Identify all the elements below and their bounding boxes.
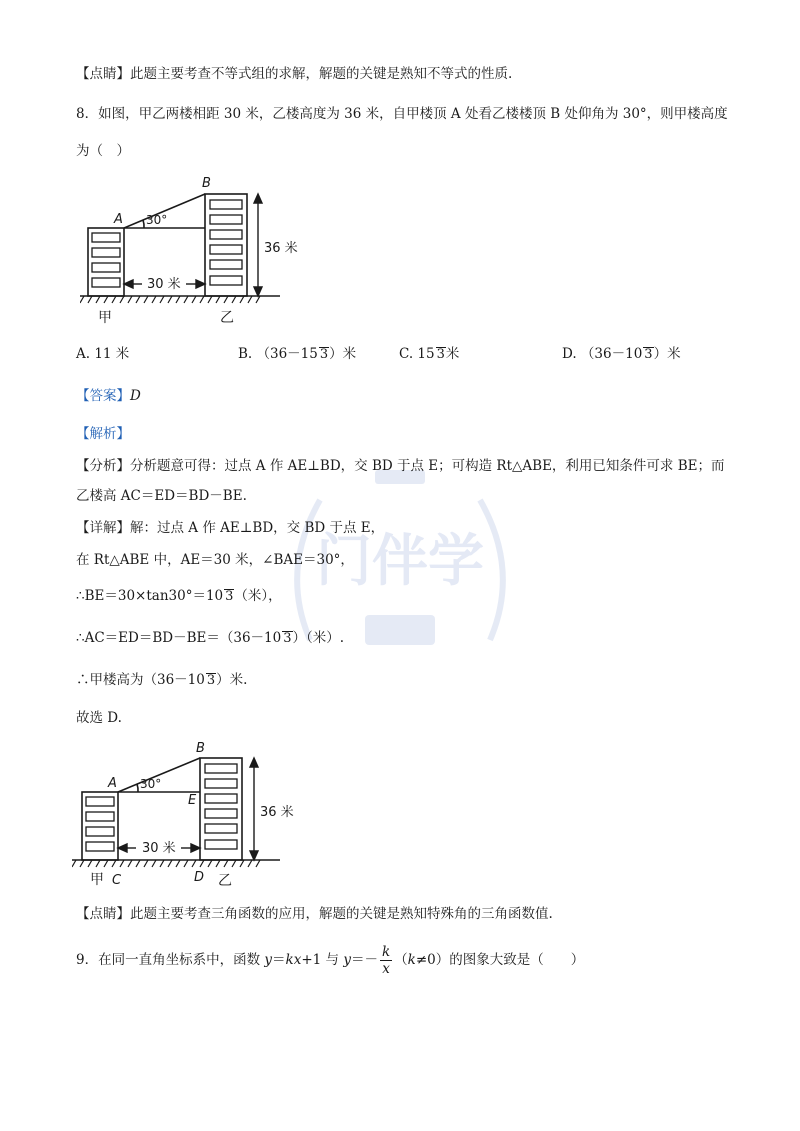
sqrt-3: 3 — [436, 347, 445, 362]
option-c: C. 15 3米 — [399, 346, 460, 362]
label-jia: 甲 — [90, 872, 104, 888]
dianjing-text: 此题主要考查不等式组的求解，解题的关键是熟知不等式的性质. — [130, 66, 513, 82]
step-4: ∴甲楼高为（36－10 3）米. — [76, 672, 248, 688]
label-A: A — [114, 212, 123, 227]
option-a: A. 11 米 — [76, 346, 130, 362]
windows-jia — [86, 797, 114, 851]
xiangjie-line — [76, 518, 384, 538]
windows-yi — [205, 764, 237, 849]
height-label: 36 米 — [264, 241, 298, 256]
question-9-stem: 9．在同一直角坐标系中，函数 y＝kx+1 与 y＝－ $\frac{k}{x}$ （k≠0）的图象大致是（ ） — [76, 944, 585, 977]
jiexi-tag: 【解析】 — [76, 426, 130, 442]
building-jia — [82, 792, 118, 860]
windows-yi — [210, 200, 242, 285]
step-2: ∴BE＝30×tan30°＝10 3（米）， — [76, 588, 282, 604]
question-8-stem-cont: 为（ ） — [76, 143, 130, 159]
fenxi-text: 分析题意可得：过点 A 作 AE⊥BD，交 BD 于点 E；可构造 Rt△ABE，利用已知条件可求 BE；而 — [130, 458, 725, 474]
label-D: D — [194, 870, 205, 885]
label-A: A — [108, 776, 117, 791]
sqrt-3: 3 — [206, 673, 216, 688]
label-yi: 乙 — [218, 873, 232, 889]
fenxi-line-2: 乙楼高 AC＝ED＝BD－BE. — [76, 488, 247, 504]
label-C: C — [112, 873, 122, 888]
sqrt-3: 3 — [225, 589, 234, 604]
building-jia — [88, 228, 124, 296]
dianjing-text: 此题主要考查三角函数的应用，解题的关键是熟知特殊角的三角函数值. — [130, 906, 553, 922]
question-8-stem: 8．如图，甲乙两楼相距 30 米，乙楼高度为 36 米，自甲楼顶 A 处看乙楼楼顶 B 处仰角为 30°，则甲楼高度 — [76, 106, 728, 122]
distance-label: 30 米 — [147, 277, 181, 292]
answer-tag: 【答案】 — [76, 388, 130, 404]
option-d: D. （36－10 3）米 — [562, 346, 681, 362]
label-yi: 乙 — [220, 310, 234, 326]
watermark-text: 门伴学 — [316, 529, 484, 594]
dianjing-tag: 【点睛】 — [76, 66, 130, 82]
label-E: E — [188, 793, 197, 808]
label-B: B — [196, 741, 205, 756]
step-1: 在 Rt△ABE 中，AE＝30 米，∠BAE＝30°， — [76, 552, 354, 568]
sqrt-3: 3 — [319, 347, 329, 362]
dianjing-tag: 【点睛】 — [76, 906, 130, 922]
fenxi-line — [76, 456, 725, 476]
angle-arc — [137, 784, 138, 792]
answer-value: D — [130, 388, 141, 404]
answer-line — [76, 386, 141, 406]
height-dimension — [254, 194, 262, 296]
angle-arc — [143, 220, 144, 228]
solution-figure — [72, 738, 322, 894]
sqrt-3: 3 — [283, 631, 292, 646]
step-3: ∴AC＝ED＝BD－BE＝（36－10 3）（米）. — [76, 630, 345, 646]
height-label: 36 米 — [260, 805, 294, 820]
sqrt-3: 3 — [644, 347, 653, 362]
height-dimension — [250, 758, 258, 860]
xiangjie-text: 解：过点 A 作 AE⊥BD，交 BD 于点 E， — [130, 520, 385, 536]
label-B: B — [202, 176, 211, 191]
distance-label: 30 米 — [142, 841, 176, 856]
xiangjie-tag: 【详解】 — [76, 520, 130, 536]
angle-label: 30° — [140, 777, 162, 791]
fraction-k-over-x: $\frac{k}{x}$ — [381, 944, 391, 977]
step-5: 故选 D. — [76, 710, 122, 726]
watermark-emblem — [270, 440, 530, 700]
windows-jia — [92, 233, 120, 287]
question-8-figure — [80, 172, 320, 332]
dianjing-line-2 — [76, 904, 553, 924]
label-jia: 甲 — [98, 310, 112, 326]
angle-label: 30° — [146, 213, 168, 227]
fenxi-tag: 【分析】 — [76, 458, 130, 474]
dianjing-line-1 — [76, 64, 512, 84]
option-b: B. （36－15 3）米 — [238, 346, 357, 362]
